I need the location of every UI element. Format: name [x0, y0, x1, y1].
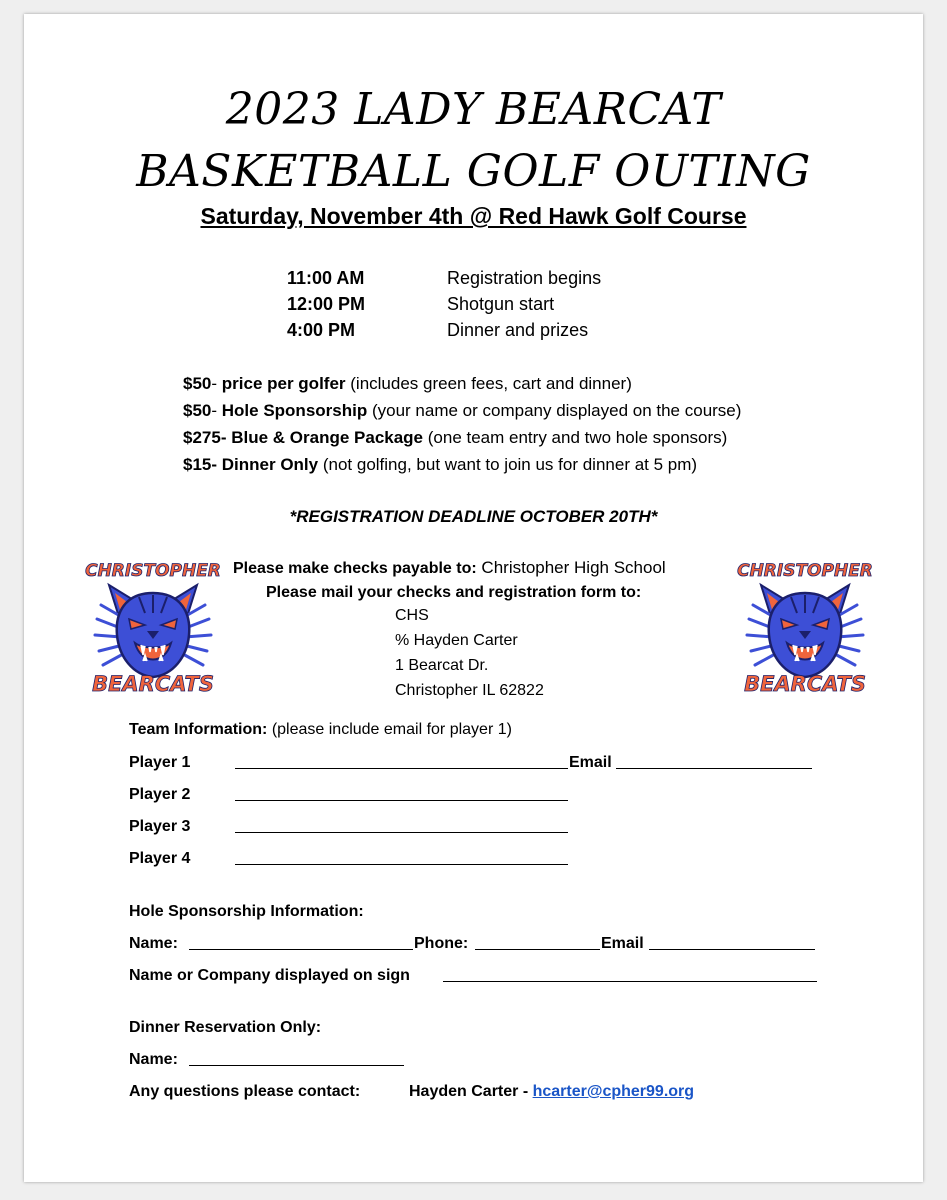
player-3-label: Player 3	[129, 818, 191, 835]
schedule-row	[287, 294, 687, 316]
price-amount: $275	[183, 428, 221, 447]
event-date-location: Saturday, November 4th @ Red Hawk Golf Course	[200, 203, 747, 229]
price-row	[183, 401, 741, 421]
bearcats-logo-right	[737, 556, 873, 698]
sponsor-email-label: Email	[601, 935, 644, 952]
price-note: (not golfing, but want to join us for dinner at 5 pm)	[318, 455, 698, 474]
schedule-desc: Dinner and prizes	[447, 320, 589, 340]
sponsor-name-field[interactable]	[189, 935, 413, 950]
price-amount: $15	[183, 455, 212, 474]
sponsor-phone-label: Phone:	[414, 935, 469, 952]
address-line: 1 Bearcat Dr.	[395, 657, 489, 674]
logo-top-text: CHRISTOPHER	[737, 561, 873, 581]
price-row	[183, 374, 632, 394]
contact-person-name: Hayden Carter -	[409, 1083, 533, 1100]
team-heading-note: (please include email for player 1)	[267, 721, 512, 738]
price-row	[183, 428, 727, 448]
dinner-name-label: Name:	[129, 1051, 178, 1068]
player-2-label: Player 2	[129, 786, 191, 803]
price-item: Hole Sponsorship	[221, 401, 368, 420]
price-note: (one team entry and two hole sponsors)	[423, 428, 728, 447]
sign-name-field[interactable]	[443, 967, 817, 982]
schedule-desc: Registration begins	[447, 268, 602, 288]
bearcat-mascot-icon	[85, 556, 221, 698]
player-1-email-field[interactable]	[616, 754, 812, 769]
checks-value: Christopher High School	[476, 558, 666, 577]
price-row	[183, 455, 697, 475]
mail-instructions: Please mail your checks and registration form to:	[266, 584, 642, 601]
dinner-name-field[interactable]	[189, 1051, 404, 1066]
player-2-name-field[interactable]	[235, 786, 568, 801]
price-sep: -	[211, 401, 222, 420]
sponsor-phone-field[interactable]	[475, 935, 600, 950]
registration-deadline: *REGISTRATION DEADLINE OCTOBER 20TH*	[289, 507, 658, 526]
checks-label: Please make checks payable to:	[233, 560, 477, 577]
price-note: (your name or company displayed on the course)	[367, 401, 742, 420]
price-item: Blue & Orange Package	[231, 428, 424, 447]
schedule-time: 4:00 PM	[287, 320, 356, 340]
bearcats-logo-left	[85, 556, 221, 698]
player-4-name-field[interactable]	[235, 850, 568, 865]
player-3-name-field[interactable]	[235, 818, 568, 833]
sponsor-email-field[interactable]	[649, 935, 815, 950]
address-line: CHS	[395, 607, 429, 624]
schedule-time: 12:00 PM	[287, 294, 366, 314]
price-sep: -	[211, 374, 222, 393]
logo-top-text: CHRISTOPHER	[85, 561, 221, 581]
player-1-name-field[interactable]	[235, 754, 568, 769]
logo-bottom-text: BEARCATS	[92, 672, 214, 696]
price-sep: -	[220, 428, 232, 447]
sign-name-label: Name or Company displayed on sign	[129, 967, 410, 984]
price-amount: $50	[183, 401, 212, 420]
price-amount: $50	[183, 374, 212, 393]
dinner-heading: Dinner Reservation Only:	[129, 1019, 322, 1036]
title-line-1: 2023 LADY BEARCAT	[225, 84, 722, 135]
address-line: Christopher IL 62822	[395, 682, 544, 699]
checks-payable	[233, 558, 666, 578]
bearcat-mascot-icon	[737, 556, 873, 698]
player-1-email-label: Email	[569, 754, 612, 771]
price-sep: -	[211, 455, 222, 474]
schedule	[287, 268, 687, 348]
schedule-time: 11:00 AM	[287, 268, 365, 288]
sponsor-name-label: Name:	[129, 935, 178, 952]
player-4-label: Player 4	[129, 850, 191, 867]
player-1-label: Player 1	[129, 754, 191, 771]
team-heading-label: Team Information:	[129, 721, 268, 738]
contact-label: Any questions please contact:	[129, 1083, 361, 1100]
price-item: Dinner Only	[221, 455, 319, 474]
address-line: % Hayden Carter	[395, 632, 518, 649]
logo-bottom-text: BEARCATS	[744, 672, 866, 696]
contact-person	[409, 1083, 694, 1101]
team-info-heading	[129, 721, 512, 739]
price-item: price per golfer	[221, 374, 346, 393]
sponsorship-heading: Hole Sponsorship Information:	[129, 903, 364, 920]
schedule-row	[287, 268, 687, 290]
title-line-2: BASKETBALL GOLF OUTING	[136, 146, 811, 197]
contact-email-link[interactable]: hcarter@cpher99.org	[532, 1083, 695, 1100]
price-note: (includes green fees, cart and dinner)	[345, 374, 632, 393]
schedule-row	[287, 320, 687, 342]
schedule-desc: Shotgun start	[447, 294, 555, 314]
